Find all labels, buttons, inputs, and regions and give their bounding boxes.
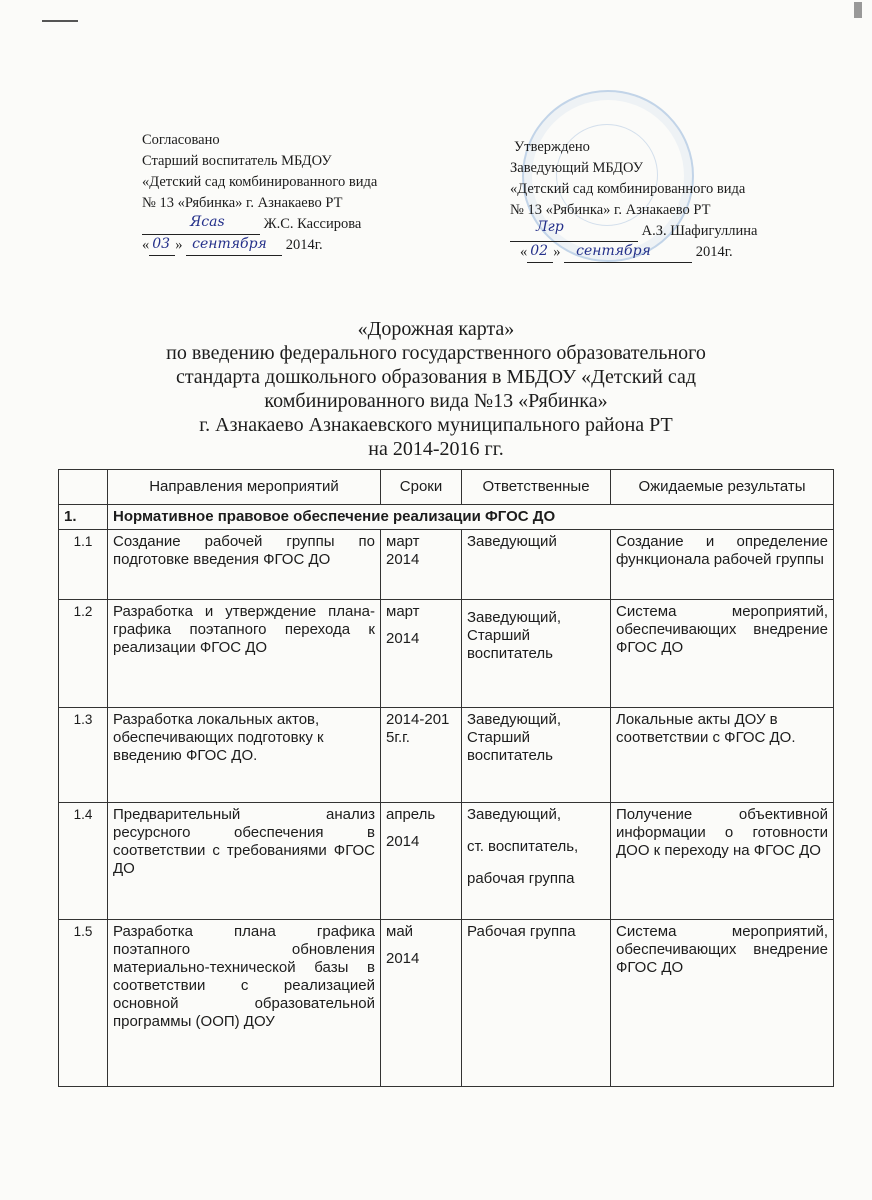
term-month: март: [386, 603, 420, 620]
row-action: Предварительный анализ ресурсного обеспечения в соответствии с требованиями ФГОС ДО: [108, 803, 381, 920]
date-day-field: [527, 244, 553, 263]
row-term: март 2014: [381, 530, 462, 600]
row-result: Система мероприятий, обеспечивающих внедрение ФГОС ДО: [611, 920, 834, 1087]
document-title: [0, 317, 872, 461]
approval-org-line: № 13 «Рябинка» г. Азнакаево РТ: [510, 202, 711, 218]
signer-name: А.З. Шафигуллина: [641, 223, 758, 239]
row-action: Создание рабочей группы по подготовке введения ФГОС ДО: [108, 530, 381, 600]
row-num: 1.1: [59, 530, 108, 600]
approval-left-block: [142, 130, 377, 256]
signature-field: [510, 219, 638, 242]
row-responsible: [462, 803, 611, 920]
quote-mark: »: [553, 244, 561, 260]
row-term: [381, 600, 462, 708]
handwritten-signature: Ясаs: [190, 214, 225, 230]
header-results: Ожидаемые результаты: [611, 470, 834, 505]
row-result: Система мероприятий, обеспечивающих внедрение ФГОС ДО: [611, 600, 834, 708]
row-responsible: [462, 708, 611, 803]
approval-position: Старший воспитатель МБДОУ: [142, 153, 332, 169]
header-responsible: Ответственные: [462, 470, 611, 505]
signature-field: [142, 216, 260, 235]
approval-right-block: [510, 137, 757, 263]
date-day-field: [149, 237, 175, 256]
scan-mark: [854, 2, 862, 18]
title-line: по введению федерального государственного образовательного: [166, 342, 706, 364]
term-month: май: [386, 923, 414, 940]
row-num: 1.3: [59, 708, 108, 803]
approval-org-line: «Детский сад комбинированного вида: [142, 174, 378, 190]
row-action: Разработка локальных актов, обеспечивающих подготовку к введению ФГОС ДО.: [108, 708, 381, 803]
approval-date: [142, 235, 377, 256]
table-row: [59, 803, 834, 920]
date-year: 2014г.: [695, 244, 733, 260]
section-row: [59, 505, 834, 530]
approval-org-line: «Детский сад комбинированного вида: [510, 181, 746, 197]
term-year: 2014: [386, 833, 420, 850]
approval-date: [510, 242, 757, 263]
section-title: Нормативное правовое обеспечение реализации ФГОС ДО: [108, 505, 834, 530]
handwritten-month: сентября: [576, 243, 651, 259]
responsible-person: рабочая группа: [467, 870, 575, 887]
row-result: Получение объективной информации о готовности ДОО к переходу на ФГОС ДО: [611, 803, 834, 920]
approval-org-line: № 13 «Рябинка» г. Азнакаево РТ: [142, 195, 343, 211]
row-num: 1.2: [59, 600, 108, 708]
approval-heading: Утверждено: [514, 139, 590, 155]
responsible-person: Старший воспитатель: [467, 627, 553, 662]
row-result: Создание и определение функционала рабочей группы: [611, 530, 834, 600]
row-action: Разработка и утверждение плана-графика поэтапного перехода к реализации ФГОС ДО: [108, 600, 381, 708]
row-result: Локальные акты ДОУ в соответствии с ФГОС ДО.: [611, 708, 834, 803]
row-action: Разработка плана графика поэтапного обновления материально-технической базы в соответствии с реализацией основной образовательной программы (ООП) ДОУ: [108, 920, 381, 1087]
title-line: г. Азнакаево Азнакаевского муниципального района РТ: [199, 414, 673, 436]
header-actions: Направления мероприятий: [108, 470, 381, 505]
scan-mark: [42, 20, 78, 22]
title-line: комбинированного вида №13 «Рябинка»: [264, 390, 608, 412]
quote-mark: »: [175, 237, 183, 253]
row-responsible: Заведующий: [462, 530, 611, 600]
handwritten-month: сентября: [192, 236, 267, 252]
row-term: [381, 803, 462, 920]
row-num: 1.4: [59, 803, 108, 920]
header-terms: Сроки: [381, 470, 462, 505]
responsible-person: ст. воспитатель,: [467, 838, 579, 855]
row-term: [381, 920, 462, 1087]
section-num: 1.: [59, 505, 108, 530]
roadmap-table: [58, 469, 834, 1087]
quote-mark: «: [520, 244, 528, 260]
date-year: 2014г.: [285, 237, 323, 253]
handwritten-day: 02: [530, 243, 549, 259]
title-line: на 2014-2016 гг.: [368, 438, 504, 460]
responsible-person: Заведующий,: [467, 711, 561, 728]
approval-position: Заведующий МБДОУ: [510, 160, 643, 176]
quote-mark: «: [142, 237, 150, 253]
row-responsible: [462, 600, 611, 708]
handwritten-day: 03: [152, 236, 171, 252]
term-year: 2014: [386, 630, 420, 647]
signer-name: Ж.С. Кассирова: [263, 216, 362, 232]
signature-line: [142, 214, 377, 235]
term-year: 2014: [386, 950, 420, 967]
handwritten-signature: Лгр: [536, 219, 564, 235]
row-term: 2014-2015г.г.: [381, 708, 462, 803]
signature-line: [510, 221, 757, 242]
row-num: 1.5: [59, 920, 108, 1087]
table-header-row: [59, 470, 834, 505]
table-row: [59, 600, 834, 708]
table-row: [59, 920, 834, 1087]
row-responsible: Рабочая группа: [462, 920, 611, 1087]
responsible-person: Заведующий,: [467, 806, 561, 823]
header-num: [59, 470, 108, 505]
table-row: [59, 708, 834, 803]
date-month-field: [186, 237, 282, 256]
title-main: «Дорожная карта»: [357, 318, 515, 340]
term-month: апрель: [386, 806, 436, 823]
title-line: стандарта дошкольного образования в МБДОУ «Детский сад: [175, 366, 697, 388]
date-month-field: [564, 244, 692, 263]
approval-heading: Согласовано: [142, 132, 220, 148]
table-row: [59, 530, 834, 600]
responsible-person: Заведующий,: [467, 609, 561, 626]
responsible-person: Старший воспитатель: [467, 729, 553, 764]
